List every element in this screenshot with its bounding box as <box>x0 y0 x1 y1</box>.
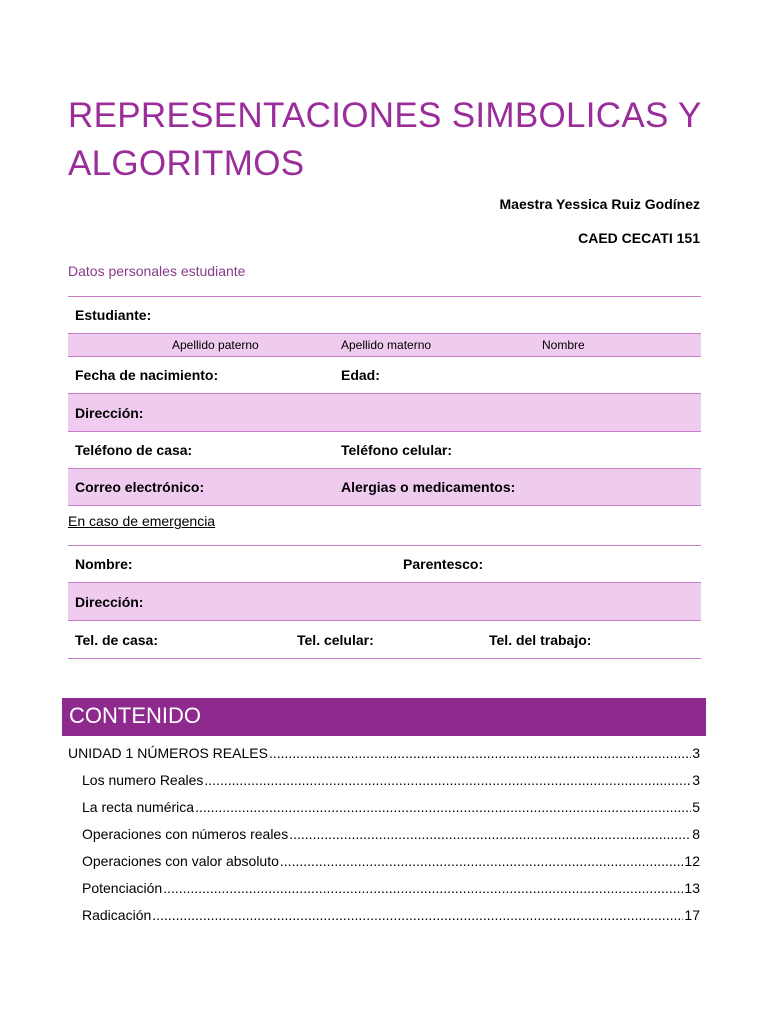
toc-heading: CONTENIDO <box>62 698 706 736</box>
personal-data-heading: Datos personales estudiante <box>68 263 246 279</box>
student-label: Estudiante: <box>75 307 152 323</box>
toc-entry-title: Operaciones con números reales <box>82 826 289 842</box>
email-allergies-row <box>68 468 701 505</box>
toc-leader <box>204 771 691 789</box>
toc-entry-title: UNIDAD 1 NÚMEROS REALES <box>68 745 268 761</box>
nombre-label: Nombre <box>542 338 585 352</box>
toc-entry-page: 17 <box>684 907 700 923</box>
age-label: Edad: <box>341 367 380 383</box>
relationship-label: Parentesco: <box>403 556 484 572</box>
emergency-name-label: Nombre: <box>75 556 133 572</box>
toc-entry-page: 3 <box>692 745 700 761</box>
toc-entry[interactable] <box>82 825 700 843</box>
institution-name: CAED CECATI 151 <box>578 230 700 246</box>
emergency-address-label: Dirección: <box>75 593 144 610</box>
birth-age-row <box>68 356 701 393</box>
home-phone-label: Teléfono de casa: <box>75 442 193 458</box>
emergency-phones-row <box>68 620 701 658</box>
phone-row <box>68 431 701 468</box>
toc-entry[interactable] <box>82 798 700 816</box>
toc-entry[interactable] <box>82 771 700 789</box>
toc-entry-title: Potenciación <box>82 880 163 896</box>
table-divider <box>68 658 701 659</box>
address-row <box>68 393 701 431</box>
birthdate-label: Fecha de nacimiento: <box>75 367 219 383</box>
toc-entry[interactable] <box>82 852 700 870</box>
toc-entry-title: Operaciones con valor absoluto <box>82 853 279 869</box>
toc-entry-title: Radicación <box>82 907 152 923</box>
toc-entry-page: 12 <box>684 853 700 869</box>
emergency-heading: En caso de emergencia <box>68 513 216 529</box>
toc-entry-page: 3 <box>692 772 700 788</box>
emergency-home-phone-label: Tel. de casa: <box>75 631 159 648</box>
allergies-label: Alergias o medicamentos: <box>341 479 516 495</box>
toc-entry[interactable] <box>82 879 700 897</box>
student-row <box>68 296 701 333</box>
toc-leader <box>289 825 691 843</box>
toc-entry-title: La recta numérica <box>82 799 195 815</box>
emergency-work-phone-label: Tel. del trabajo: <box>489 631 592 648</box>
apellido-paterno-label: Apellido paterno <box>172 338 259 352</box>
toc-entry[interactable] <box>68 744 700 762</box>
email-label: Correo electrónico: <box>75 479 205 495</box>
cell-phone-label: Teléfono celular: <box>341 442 452 458</box>
name-parts-row <box>68 333 701 356</box>
table-divider <box>68 505 701 506</box>
emergency-cell-phone-label: Tel. celular: <box>297 631 374 648</box>
toc-entry-page: 5 <box>692 799 700 815</box>
toc-leader <box>269 744 691 762</box>
toc-entry[interactable] <box>82 906 700 924</box>
toc-entry-page: 13 <box>684 880 700 896</box>
apellido-materno-label: Apellido materno <box>341 338 432 352</box>
toc-entry-title: Los numero Reales <box>82 772 204 788</box>
toc-leader <box>163 879 683 897</box>
toc-leader <box>195 798 691 816</box>
document-title: REPRESENTACIONES SIMBOLICAS Y ALGORITMOS <box>68 96 702 183</box>
toc-leader <box>152 906 683 924</box>
emergency-address-row <box>68 582 701 620</box>
teacher-name: Maestra Yessica Ruiz Godínez <box>499 196 700 212</box>
toc-entry-page: 8 <box>692 826 700 842</box>
emergency-name-row <box>68 545 701 582</box>
address-label: Dirección: <box>75 404 144 421</box>
toc-leader <box>280 852 684 870</box>
